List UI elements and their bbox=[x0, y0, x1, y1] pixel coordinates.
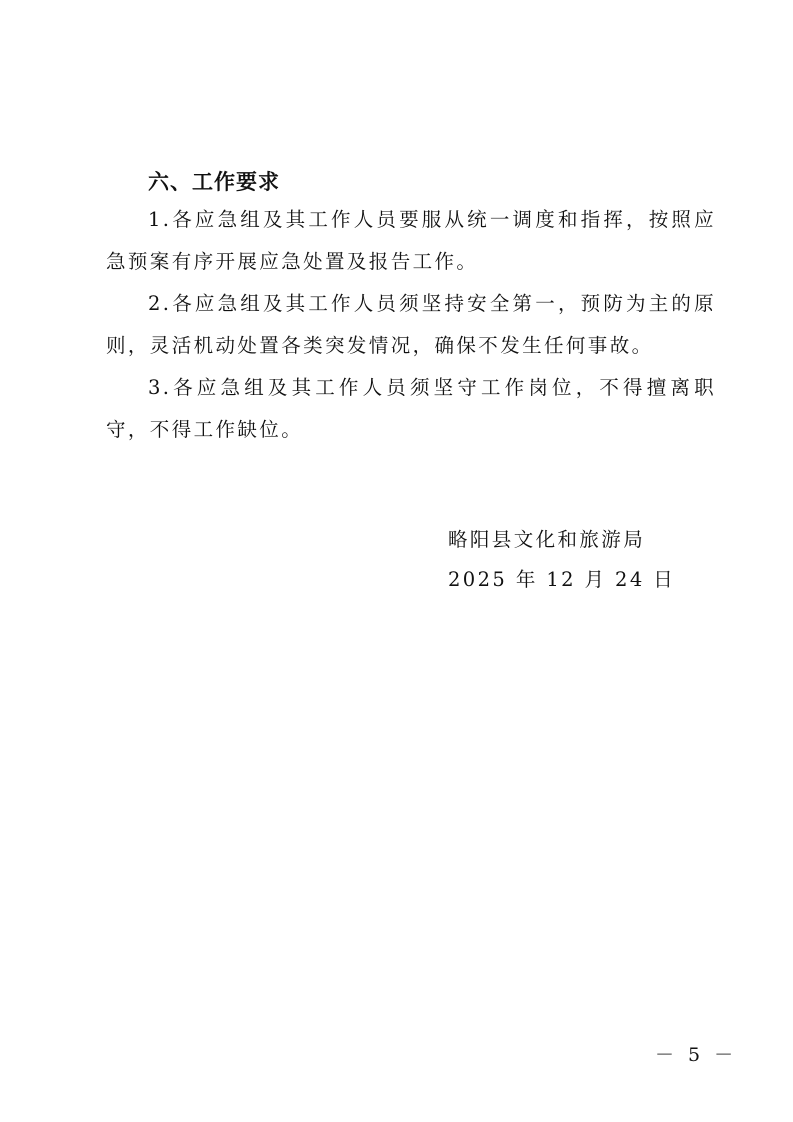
requirement-paragraph-3: 3.各应急组及其工作人员须坚守工作岗位，不得擅离职守，不得工作缺位。 bbox=[106, 376, 716, 441]
page-number: － 5 － bbox=[655, 1044, 738, 1066]
issue-date: 2025 年 12 月 24 日 bbox=[448, 568, 676, 591]
signature-block bbox=[448, 520, 675, 600]
issuing-organization: 略阳县文化和旅游局 bbox=[448, 528, 646, 551]
section-heading: 六、工作要求 bbox=[148, 170, 280, 194]
requirement-paragraph-1: 1.各应急组及其工作人员要服从统一调度和指挥，按照应急预案有序开展应急处置及报告工作。 bbox=[106, 208, 716, 273]
requirement-paragraph-2: 2.各应急组及其工作人员须坚持安全第一，预防为主的原则，灵活机动处置各类突发情况，确保不发生任何事故。 bbox=[106, 292, 716, 357]
